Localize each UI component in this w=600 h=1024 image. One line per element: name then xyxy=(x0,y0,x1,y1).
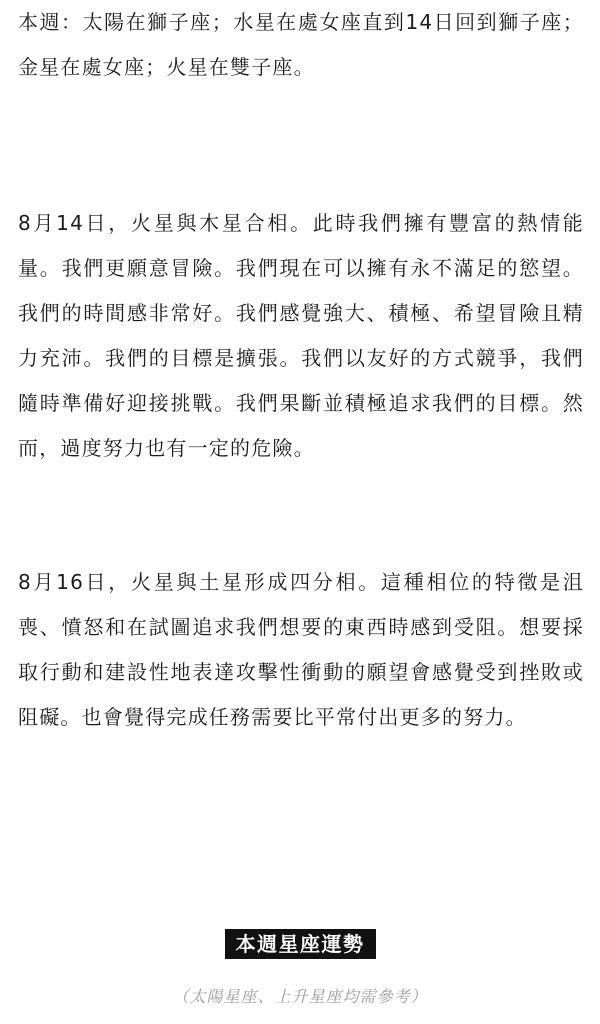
paragraph-aug-16-mars-saturn: 8月16日，火星與土星形成四分相。這種相位的特徵是沮喪、憤怒和在試圖追求我們想要的東西時感到受阻。想要採取行動和建設性地表達攻擊性衝動的願望會感覺受到挫敗或阻礙。也會覺得完成任務需要比平常付出更多的努力。 xyxy=(18,570,584,729)
paragraph-aug-14-mars-jupiter: 8月14日，火星與木星合相。此時我們擁有豐富的熱情能量。我們更願意冒險。我們現在可以擁有永不滿足的慾望。我們的時間感非常好。我們感覺強大、積極、希望冒險且精力充沛。我們的目標是擴張。我們以友好的方式競爭，我們隨時準備好迎接挑戰。我們果斷並積極追求我們的目標。然而，過度努力也有一定的危險。 xyxy=(18,211,584,460)
paragraph-weekly-overview: 本週：太陽在獅子座；水星在處女座直到14日回到獅子座；金星在處女座；火星在雙子座。 xyxy=(18,10,584,79)
sign-reference-note: （太陽星座、上升星座均需參考） xyxy=(172,987,428,1006)
footnote-container xyxy=(0,984,600,1007)
weekly-horoscope-banner: 本週星座運勢 xyxy=(225,929,376,959)
section-banner-container xyxy=(0,929,600,959)
